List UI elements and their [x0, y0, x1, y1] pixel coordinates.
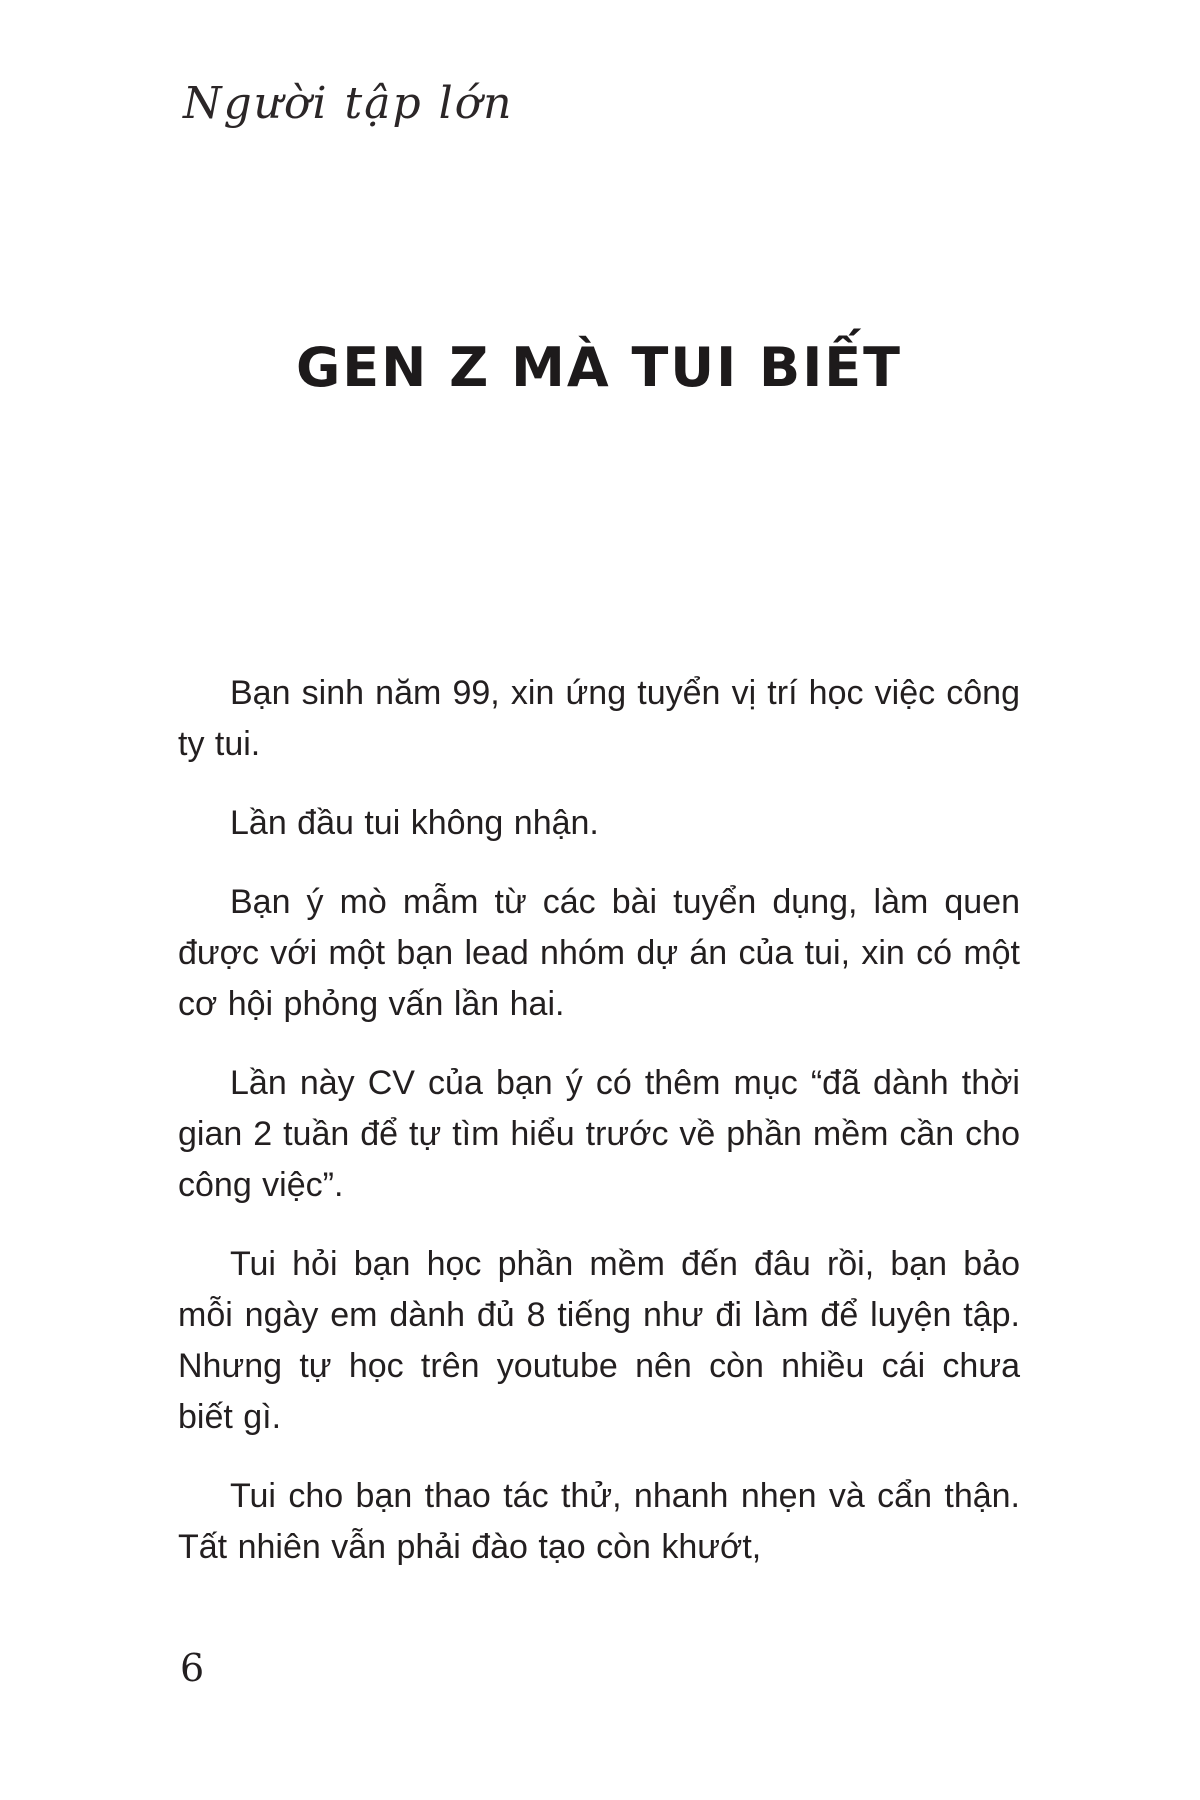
page-number: 6 [180, 1646, 205, 1690]
body-paragraph: Tui hỏi bạn học phần mềm đến đâu rồi, bạn bảo mỗi ngày em dành đủ 8 tiếng như đi làm để luyện tập. Nhưng tự học trên youtube nên còn nhiều cái chưa biết gì. [178, 1245, 1020, 1436]
body-paragraph: Lần đầu tui không nhận. [230, 804, 599, 842]
body-text [178, 668, 1020, 1601]
running-header: Người tập lớn [183, 78, 514, 129]
body-paragraph: Bạn sinh năm 99, xin ứng tuyển vị trí học việc công ty tui. [178, 674, 1020, 763]
chapter-title: GEN Z MÀ TUI BIẾT [295, 336, 903, 399]
body-paragraph: Bạn ý mò mẫm từ các bài tuyển dụng, làm quen được với một bạn lead nhóm dự án của tui, xin có một cơ hội phỏng vấn lần hai. [178, 883, 1020, 1023]
body-paragraph: Tui cho bạn thao tác thử, nhanh nhẹn và cẩn thận. Tất nhiên vẫn phải đào tạo còn khướt, [178, 1477, 1020, 1566]
body-paragraph: Lần này CV của bạn ý có thêm mục “đã dành thời gian 2 tuần để tự tìm hiểu trước về phần mềm cần cho công việc”. [178, 1064, 1020, 1204]
